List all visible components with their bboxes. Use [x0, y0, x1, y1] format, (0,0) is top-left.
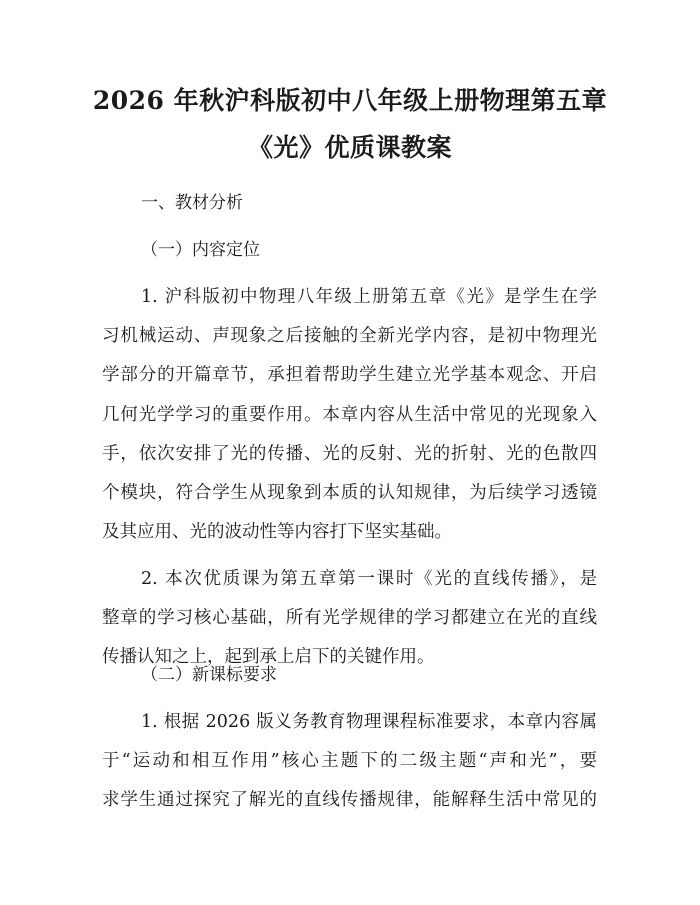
- document-title-line-1: 2026 年秋沪科版初中八年级上册物理第五章: [92, 86, 608, 115]
- paragraph-2-line: 2. 本次优质课为第五章第一课时《光的直线传播》，是: [141, 569, 597, 589]
- section-heading-textbook-analysis: 一、教材分析: [141, 193, 243, 213]
- paragraph-3-line: 1. 根据 2026 版义务教育物理课程标准要求，本章内容属: [141, 712, 597, 732]
- paragraph-3-line: 求学生通过探究了解光的直线传播规律，能解释生活中常见的: [102, 790, 597, 810]
- subsection-heading-curriculum-requirements: （二）新课标要求: [141, 665, 277, 685]
- paragraph-1-line: 手，依次安排了光的传播、光的反射、光的折射、光的色散四: [102, 444, 597, 464]
- subsection-heading-content-positioning: （一）内容定位: [141, 240, 260, 260]
- paragraph-3-line: 于“运动和相互作用”核心主题下的二级主题“声和光”，要: [102, 751, 597, 771]
- paragraph-1-line: 几何光学学习的重要作用。本章内容从生活中常见的光现象入: [102, 405, 597, 425]
- document-title-line-2: 《光》优质课教案: [247, 133, 452, 162]
- paragraph-1-line: 1. 沪科版初中物理八年级上册第五章《光》是学生在学: [141, 287, 597, 307]
- paragraph-1-line: 个模块，符合学生从现象到本质的认知规律，为后续学习透镜: [102, 483, 597, 503]
- paragraph-2-line: 整章的学习核心基础，所有光学规律的学习都建立在光的直线: [102, 608, 597, 628]
- paragraph-1-line: 学部分的开篇章节，承担着帮助学生建立光学基本观念、开启: [102, 365, 597, 385]
- paragraph-1-line: 及其应用、光的波动性等内容打下坚实基础。: [102, 522, 452, 542]
- paragraph-2-line: 传播认知之上，起到承上启下的关键作用。: [102, 647, 435, 667]
- paragraph-1-line: 习机械运动、声现象之后接触的全新光学内容，是初中物理光: [102, 326, 597, 346]
